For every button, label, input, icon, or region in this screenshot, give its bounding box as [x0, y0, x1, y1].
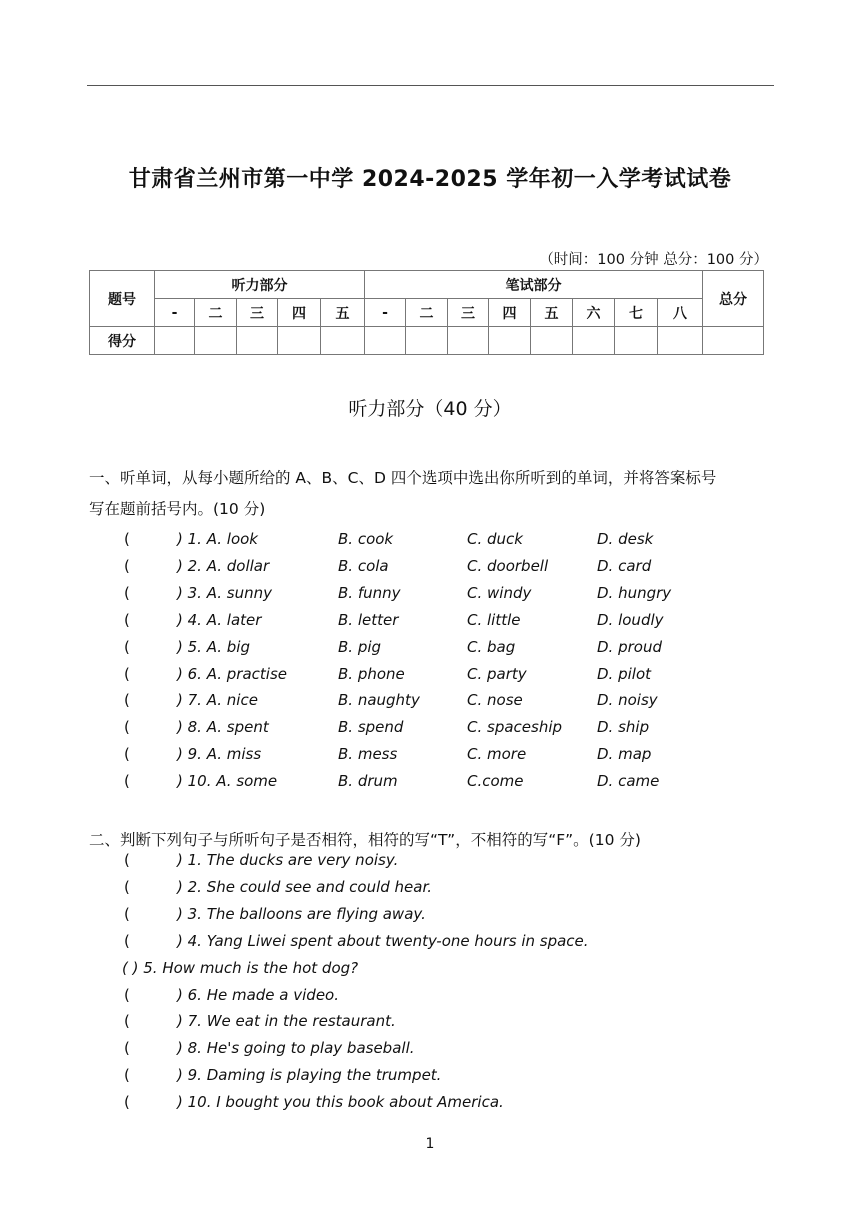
- option-b: B. drum: [338, 772, 398, 791]
- time-info: （时间：100 分钟 总分：100 分）: [539, 252, 768, 268]
- option-d: D. ship: [597, 718, 650, 737]
- statement-text: ) 9. Daming is playing the trumpet.: [177, 1066, 442, 1085]
- writing-col: 六: [573, 299, 615, 327]
- option-b: B. pig: [338, 637, 382, 656]
- statement-text: ( ) 5. How much is the hot dog?: [122, 958, 359, 977]
- score-table: [89, 270, 764, 355]
- writing-header: 笔试部分: [365, 271, 703, 299]
- answer-paren[interactable]: (: [124, 583, 130, 602]
- option-d: D. proud: [597, 637, 662, 656]
- statement-text: ) 3. The balloons are flying away.: [177, 904, 426, 923]
- question-stem: ) 9. A. miss: [177, 745, 262, 764]
- option-c: C.come: [467, 772, 524, 791]
- statement-text: ) 7. We eat in the restaurant.: [177, 1012, 396, 1031]
- question-stem: ) 8. A. spent: [177, 718, 269, 737]
- score-cell[interactable]: [237, 327, 278, 355]
- listening-header: 听力部分: [155, 271, 365, 299]
- answer-paren[interactable]: (: [124, 530, 130, 548]
- listening-col: 三: [237, 299, 278, 327]
- answer-paren[interactable]: (: [124, 877, 130, 896]
- option-c: C. bag: [467, 637, 516, 656]
- question-stem: ) 2. A. dollar: [177, 556, 270, 575]
- option-d: D. pilot: [597, 664, 652, 683]
- writing-col: 四: [489, 299, 531, 327]
- answer-paren[interactable]: (: [124, 985, 130, 1004]
- answer-paren[interactable]: (: [124, 556, 130, 575]
- score-cell[interactable]: [365, 327, 406, 355]
- answer-paren[interactable]: (: [124, 1066, 130, 1085]
- statement-text: ) 10. I bought you this book about America.: [177, 1093, 504, 1112]
- statement-text: ) 6. He made a video.: [177, 985, 339, 1004]
- option-b: B. cola: [338, 556, 389, 575]
- option-b: B. spend: [338, 718, 404, 737]
- question-stem: ) 1. A. look: [177, 530, 258, 548]
- row-label-score: 得分: [90, 327, 155, 355]
- answer-paren[interactable]: (: [124, 931, 130, 950]
- answer-paren[interactable]: (: [124, 664, 130, 683]
- answer-paren[interactable]: (: [124, 691, 130, 710]
- statement-text: ) 2. She could see and could hear.: [177, 877, 433, 896]
- listening-col: 二: [195, 299, 237, 327]
- score-cell[interactable]: [658, 327, 703, 355]
- writing-col: 八: [658, 299, 703, 327]
- score-cell[interactable]: [406, 327, 448, 355]
- answer-paren[interactable]: (: [124, 637, 130, 656]
- option-d: D. desk: [597, 530, 654, 548]
- writing-col: 五: [531, 299, 573, 327]
- option-b: B. letter: [338, 610, 399, 629]
- part2-instruction: 二、判断下列句子与所听句子是否相符，相符的写“T”，不相符的写“F”。(10 分): [89, 831, 641, 849]
- page-number: 1: [425, 1136, 435, 1152]
- question-stem: ) 10. A. some: [177, 772, 278, 791]
- option-b: B. mess: [338, 745, 398, 764]
- score-cell[interactable]: [703, 327, 764, 355]
- listening-section-title: 听力部分（40 分）: [348, 398, 512, 420]
- listening-col: 四: [278, 299, 321, 327]
- part1-instruction-line2: 写在题前括号内。(10 分): [89, 500, 266, 518]
- writing-col: 三: [448, 299, 489, 327]
- answer-paren[interactable]: (: [124, 851, 130, 869]
- answer-paren[interactable]: (: [124, 772, 130, 791]
- answer-paren[interactable]: (: [124, 718, 130, 737]
- statement-text: ) 8. He's going to play baseball.: [177, 1039, 415, 1058]
- score-cell[interactable]: [531, 327, 573, 355]
- answer-paren[interactable]: (: [124, 610, 130, 629]
- option-b: B. funny: [338, 583, 401, 602]
- answer-paren[interactable]: (: [124, 1012, 130, 1031]
- option-c: C. more: [467, 745, 527, 764]
- question-stem: ) 5. A. big: [177, 637, 250, 656]
- header-rule: [87, 85, 774, 86]
- option-d: D. came: [597, 772, 660, 791]
- option-d: D. noisy: [597, 691, 658, 710]
- writing-col: -: [365, 299, 406, 327]
- score-cell[interactable]: [155, 327, 195, 355]
- option-d: D. loudly: [597, 610, 664, 629]
- question-stem: ) 6. A. practise: [177, 664, 287, 683]
- option-d: D. map: [597, 745, 652, 764]
- statement-text: ) 4. Yang Liwei spent about twenty-one hours in space.: [177, 931, 589, 950]
- question-stem: ) 3. A. sunny: [177, 583, 272, 602]
- part1-instruction-line1: 一、听单词，从每小题所给的 A、B、C、D 四个选项中选出你所听到的单词，并将答案标号: [89, 469, 717, 487]
- score-cell[interactable]: [615, 327, 658, 355]
- score-cell[interactable]: [489, 327, 531, 355]
- option-b: B. phone: [338, 664, 405, 683]
- option-c: C. duck: [467, 530, 523, 548]
- answer-paren[interactable]: (: [124, 1039, 130, 1058]
- answer-paren[interactable]: (: [124, 1093, 130, 1112]
- score-cell[interactable]: [448, 327, 489, 355]
- statement-text: ) 1. The ducks are very noisy.: [177, 851, 399, 869]
- option-d: D. card: [597, 556, 652, 575]
- question-stem: ) 7. A. nice: [177, 691, 258, 710]
- answer-paren[interactable]: (: [124, 904, 130, 923]
- score-cell[interactable]: [321, 327, 365, 355]
- listening-col: -: [155, 299, 195, 327]
- option-c: C. spaceship: [467, 718, 563, 737]
- option-d: D. hungry: [597, 583, 672, 602]
- listening-col: 五: [321, 299, 365, 327]
- option-c: C. doorbell: [467, 556, 549, 575]
- score-cell[interactable]: [278, 327, 321, 355]
- option-b: B. naughty: [338, 691, 420, 710]
- writing-col: 七: [615, 299, 658, 327]
- option-c: C. party: [467, 664, 527, 683]
- row-label-question-number: 题号: [90, 271, 155, 327]
- question-stem: ) 4. A. later: [177, 610, 262, 629]
- exam-title: 甘肃省兰州市第一中学 2024-2025 学年初一入学考试试卷: [128, 167, 732, 192]
- score-cell[interactable]: [573, 327, 615, 355]
- total-header: 总分: [703, 271, 764, 327]
- writing-col: 二: [406, 299, 448, 327]
- option-c: C. windy: [467, 583, 532, 602]
- answer-paren[interactable]: (: [124, 745, 130, 764]
- score-cell[interactable]: [195, 327, 237, 355]
- option-b: B. cook: [338, 530, 394, 548]
- option-c: C. nose: [467, 691, 523, 710]
- option-c: C. little: [467, 610, 521, 629]
